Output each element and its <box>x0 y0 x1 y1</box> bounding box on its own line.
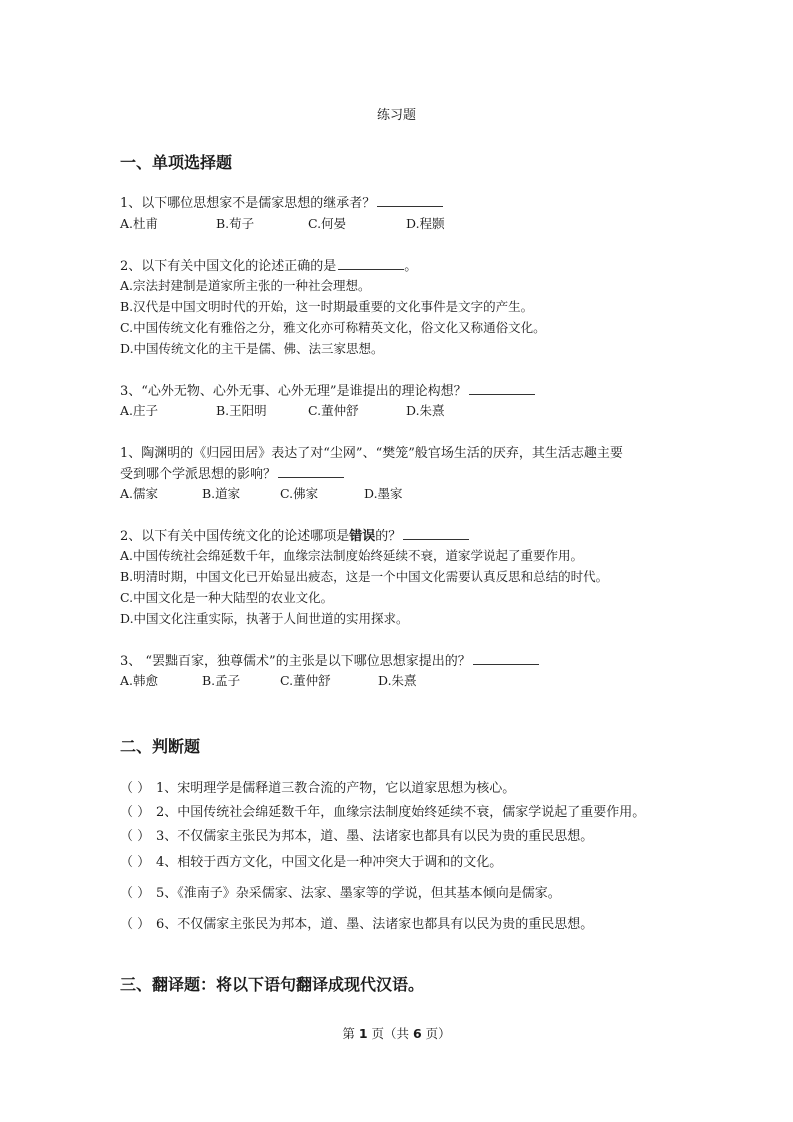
question-text: 3、 “罢黜百家，独尊儒术”的主张是以下哪位思想家提出的？ <box>120 654 471 669</box>
option-c: C.中国传统文化有雅俗之分，雅文化亦可称精英文化，俗文化又称通俗文化。 <box>120 320 546 335</box>
footer-suffix: 页） <box>421 1026 451 1041</box>
option-a: A.杜甫 <box>120 216 159 231</box>
question-3 <box>120 380 535 399</box>
question-2 <box>120 255 417 274</box>
section-heading-true-false: 二、判断题 <box>120 737 201 756</box>
current-page-number: 1 <box>358 1026 368 1041</box>
answer-parentheses: （ ） <box>120 855 151 870</box>
question-text: 受到哪个学派思想的影响？ <box>120 467 277 482</box>
option-row <box>120 214 520 234</box>
answer-blank <box>278 465 344 478</box>
tf-statement: 2、中国传统社会绵延数千年，血缘宗法制度始终延续不衰，儒家学说起了重要作用。 <box>156 805 646 820</box>
tf-item <box>120 851 502 870</box>
option-c: C.中国文化是一种大陆型的农业文化。 <box>120 590 334 605</box>
option-d: D.中国传统文化的主干是儒、佛、法三家思想。 <box>120 341 384 356</box>
option-c: C.佛家 <box>280 486 319 501</box>
question-text: 2、以下有关中国传统文化的论述哪项是 <box>120 529 350 544</box>
option-c: C.董仲舒 <box>280 673 331 688</box>
option-c: C.何晏 <box>308 216 347 231</box>
question-5 <box>120 525 469 544</box>
question-tail: 。 <box>404 259 418 274</box>
tf-statement: 4、相较于西方文化，中国文化是一种冲突大于调和的文化。 <box>156 855 503 870</box>
option-b: B.荀子 <box>216 216 255 231</box>
option-a: A.庄子 <box>120 403 159 418</box>
answer-parentheses: （ ） <box>120 917 151 932</box>
question-6 <box>120 650 539 669</box>
option-b: B.明清时期，中国文化已开始显出疲态，这是一个中国文化需要认真反思和总结的时代。 <box>120 569 609 584</box>
answer-blank <box>469 382 535 395</box>
option-b: B.孟子 <box>202 673 241 688</box>
footer-middle: 页（共 <box>367 1026 413 1041</box>
section-heading-translation: 三、翻译题：将以下语句翻译成现代汉语。 <box>120 975 425 994</box>
answer-parentheses: （ ） <box>120 829 151 844</box>
total-pages-number: 6 <box>412 1026 422 1041</box>
option-a: A.宗法封建制是道家所主张的一种社会理想。 <box>120 278 371 293</box>
tf-statement: 6、不仅儒家主张民为邦本，道、墨、法诸家也都具有以民为贵的重民思想。 <box>156 917 594 932</box>
option-a: A.中国传统社会绵延数千年，血缘宗法制度始终延续不衰，道家学说起了重要作用。 <box>120 548 584 563</box>
tf-statement: 5、《淮南子》杂采儒家、法家、墨家等的学说，但其基本倾向是儒家。 <box>156 886 561 901</box>
question-text: 2、以下有关中国文化的论述正确的是 <box>120 259 337 274</box>
question-4-line2 <box>120 463 344 482</box>
answer-blank <box>338 257 404 270</box>
question-text: 3、“心外无物、心外无事、心外无理”是谁提出的理论构想？ <box>120 384 467 399</box>
answer-parentheses: （ ） <box>120 781 151 796</box>
option-a: A.儒家 <box>120 486 159 501</box>
option-d: D.朱熹 <box>378 673 417 688</box>
answer-blank <box>403 527 469 540</box>
option-d: D.墨家 <box>364 486 403 501</box>
question-text-tail: 的？ <box>375 529 402 544</box>
page-title: 练习题 <box>376 108 416 123</box>
tf-statement: 3、不仅儒家主张民为邦本，道、墨、法诸家也都具有以民为贵的重民思想。 <box>156 829 594 844</box>
question-text: 1、以下哪位思想家不是儒家思想的继承者？ <box>120 196 376 211</box>
tf-item <box>120 825 593 844</box>
option-b: B.王阳明 <box>216 403 267 418</box>
option-a: A.韩愈 <box>120 673 159 688</box>
option-d: D.朱熹 <box>406 403 445 418</box>
option-b: B.道家 <box>202 486 241 501</box>
option-d: D.程颢 <box>406 216 445 231</box>
answer-blank <box>473 652 539 665</box>
option-row <box>120 401 520 421</box>
option-row <box>120 484 520 504</box>
section-heading-single-choice: 一、单项选择题 <box>120 153 233 172</box>
footer-prefix: 第 <box>342 1026 359 1041</box>
option-b: B.汉代是中国文明时代的开始，这一时期最重要的文化事件是文字的产生。 <box>120 299 534 314</box>
question-1 <box>120 192 443 211</box>
tf-item <box>120 913 593 932</box>
tf-item <box>120 801 645 820</box>
answer-parentheses: （ ） <box>120 886 151 901</box>
emphasis-text: 错误 <box>349 529 376 544</box>
option-c: C.董仲舒 <box>308 403 359 418</box>
answer-blank <box>377 194 443 207</box>
page-footer <box>0 1024 793 1042</box>
tf-statement: 1、宋明理学是儒释道三教合流的产物，它以道家思想为核心。 <box>156 781 516 796</box>
answer-parentheses: （ ） <box>120 805 151 820</box>
question-4-line1: 1、陶渊明的《归园田居》表达了对“尘网”、“樊笼”般官场生活的厌弃，其生活志趣主要 <box>120 446 623 461</box>
tf-item <box>120 777 515 796</box>
option-d: D.中国文化注重实际，执著于人间世道的实用探求。 <box>120 611 409 626</box>
tf-item <box>120 882 561 901</box>
option-row <box>120 671 520 691</box>
